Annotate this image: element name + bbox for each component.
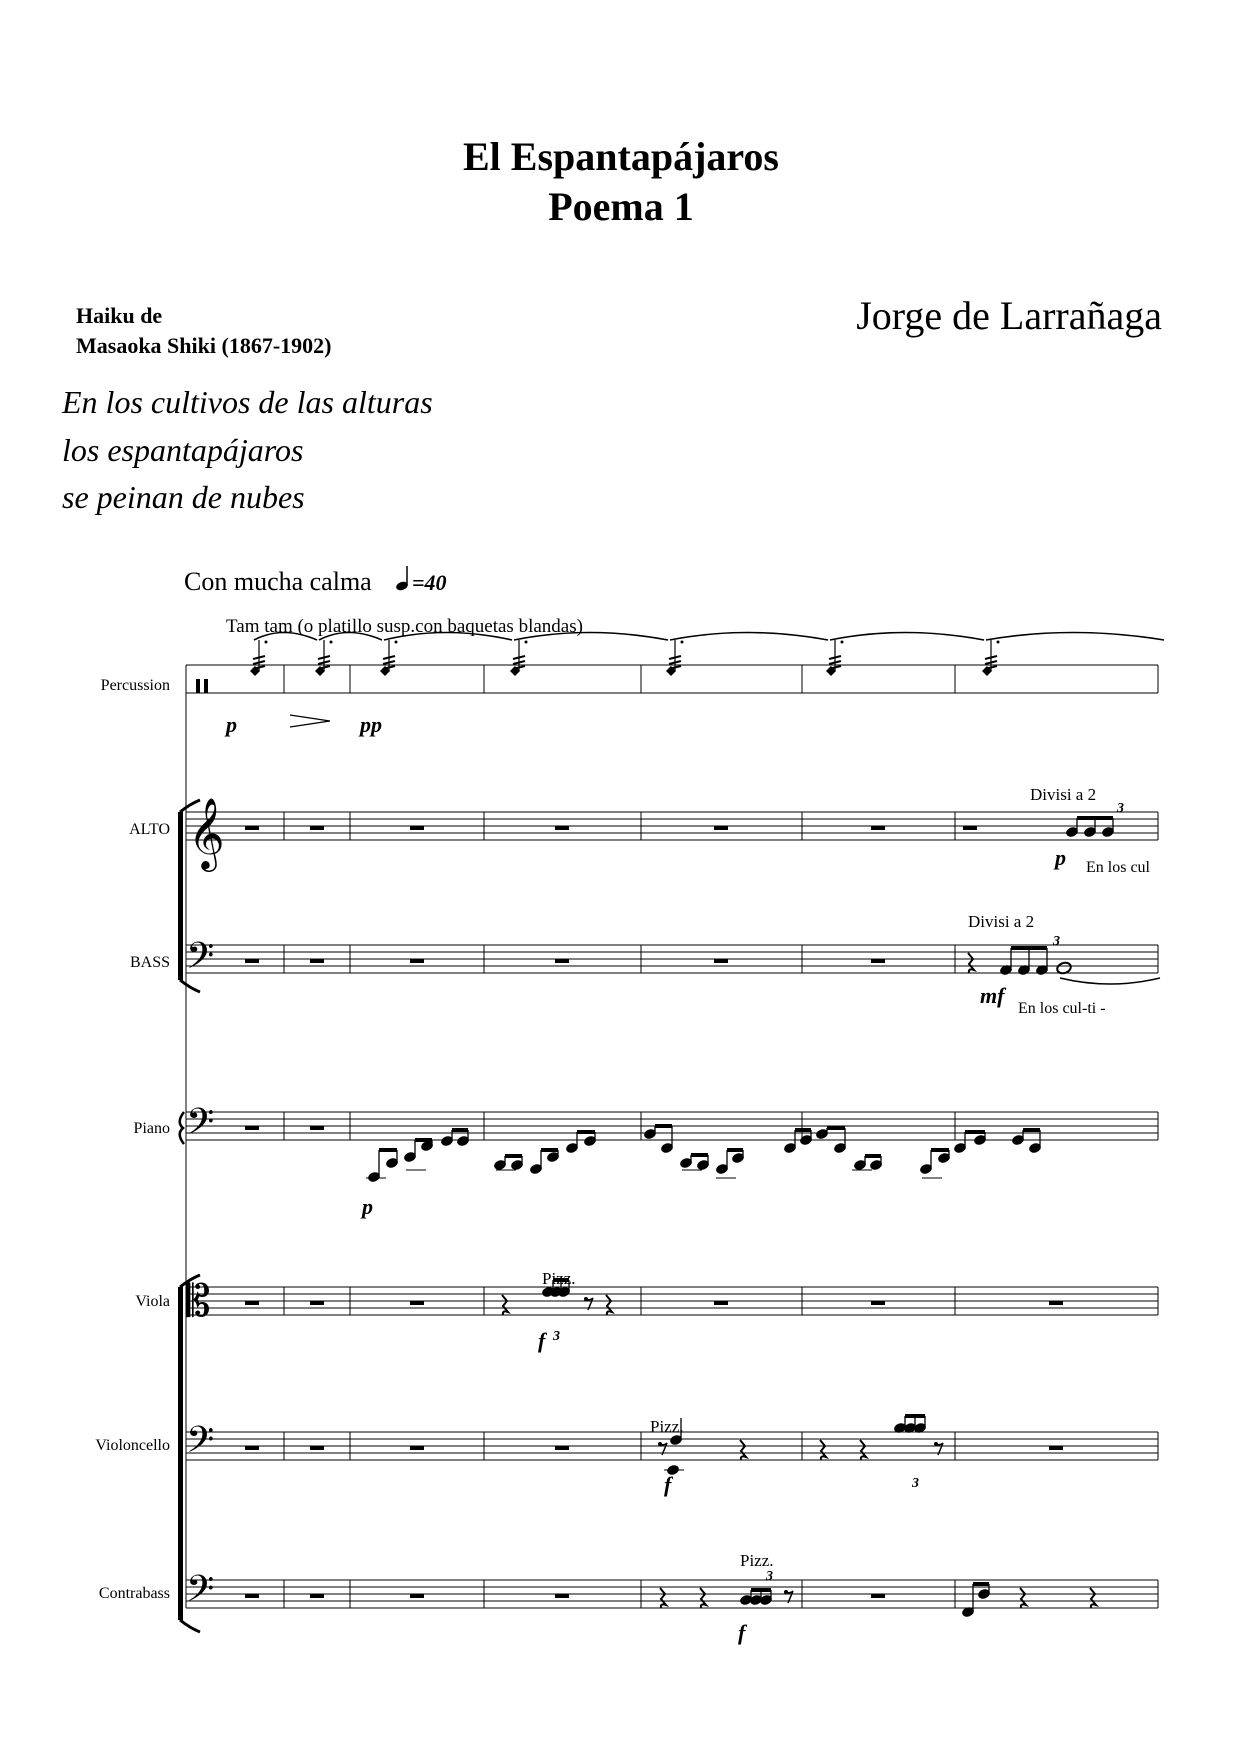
instrument-name-viola: Viola (135, 1293, 170, 1310)
staccato-dot (330, 641, 333, 644)
whole-rest (714, 1301, 728, 1305)
divisi-alto: Divisi a 2 (1030, 785, 1097, 804)
whole-rest (245, 959, 259, 963)
whole-rest (245, 1126, 259, 1130)
instrument-name-contrabass: Contrabass (98, 1585, 170, 1602)
whole-rest (245, 1446, 259, 1450)
poem-line-3: se peinan de nubes (62, 479, 305, 515)
dynamic-alto-p: p (1055, 845, 1066, 870)
tie (1060, 978, 1160, 984)
whole-rest (245, 826, 259, 830)
whole-rest (1049, 1446, 1063, 1450)
quarter-rest (968, 953, 974, 973)
lyricist-credit-line1: Haiku de (76, 303, 163, 328)
whole-rest (310, 1446, 324, 1450)
musical-notation (245, 633, 1164, 1619)
staccato-dot (265, 641, 268, 644)
instrument-name-violoncello: Violoncello (95, 1437, 170, 1454)
whole-rest (310, 1301, 324, 1305)
dynamic-perc-p: p (226, 712, 237, 737)
tuplet-viola: 3 (553, 1329, 560, 1344)
staccato-dot (841, 641, 844, 644)
tie (986, 633, 1164, 641)
bass-clef-icon-contrabass: 𝄢 (186, 1568, 215, 1619)
bass-clef-icon-piano: 𝄢 (186, 1101, 215, 1152)
instrument-name-bass: BASS (129, 954, 170, 971)
poem-line-2: los espantapájaros (62, 432, 304, 468)
quarter-rest (700, 1588, 706, 1608)
dynamic-piano-p: p (362, 1194, 373, 1219)
tempo-marking: Con mucha calma (184, 567, 372, 596)
quarter-rest (860, 1440, 866, 1460)
whole-rest (714, 959, 728, 963)
score-title: El Espantapájaros (462, 134, 779, 179)
tamtam-instruction: Tam tam (o platillo susp.con baquetas blandas) (226, 616, 583, 637)
whole-rest (555, 959, 569, 963)
instrument-name-piano: Piano (133, 1120, 170, 1137)
whole-rest (410, 826, 424, 830)
whole-rest (310, 1126, 324, 1130)
bass-clef-icon-bass: 𝄢 (186, 935, 215, 986)
dynamic-bass-mf: mf (980, 983, 1005, 1008)
quarter-rest (740, 1440, 746, 1460)
whole-rest (310, 826, 324, 830)
quarter-rest (606, 1295, 612, 1315)
dynamic-viola-f: f (538, 1328, 546, 1353)
quarter-rest (1020, 1588, 1026, 1608)
tie (830, 633, 984, 641)
instrument-name-percussion: Percussion (100, 677, 170, 694)
whole-rest (871, 1594, 885, 1598)
tie (670, 633, 828, 641)
dynamic-cb-f: f (738, 1620, 746, 1645)
whole-rest (1049, 1301, 1063, 1305)
whole-rest (410, 1446, 424, 1450)
staccato-dot (681, 641, 684, 644)
tuplet-bass: 3 (1053, 934, 1060, 949)
tuplet-contrabass: 3 (766, 1569, 773, 1584)
quarter-rest (660, 1588, 666, 1608)
quarter-rest (1090, 1588, 1096, 1608)
dynamic-cello-f: f (664, 1472, 672, 1497)
quarter-note-icon (395, 566, 409, 592)
staccato-dot (395, 641, 398, 644)
pizz-contrabass: Pizz. (740, 1551, 774, 1570)
whole-rest (714, 826, 728, 830)
lyricist-credit-line2: Masaoka Shiki (1867-1902) (76, 333, 332, 358)
poem-line-1: En los cultivos de las alturas (62, 384, 433, 420)
percussion-clef-icon (196, 679, 208, 693)
whole-rest (871, 959, 885, 963)
quarter-rest (502, 1295, 508, 1315)
bass-clef-icon-cello: 𝄢 (186, 1419, 215, 1470)
tempo-bpm: =40 (412, 570, 447, 595)
whole-rest (963, 826, 977, 830)
whole-rest (310, 1594, 324, 1598)
staccato-dot (997, 641, 1000, 644)
whole-rest (555, 826, 569, 830)
whole-rest (245, 1594, 259, 1598)
dynamic-perc-pp: pp (360, 712, 382, 737)
whole-rest (871, 1301, 885, 1305)
whole-rest (871, 826, 885, 830)
whole-rest (555, 1446, 569, 1450)
lyrics-alto: En los cul (1086, 859, 1150, 876)
treble-clef-icon: 𝄞 (188, 796, 225, 869)
tuplet-cello: 3 (912, 1476, 919, 1491)
divisi-bass: Divisi a 2 (968, 912, 1035, 931)
whole-rest (310, 959, 324, 963)
instrument-name-alto: ALTO (129, 821, 170, 838)
whole-rest (410, 959, 424, 963)
lyrics-bass: En los cul-ti - (1018, 1000, 1106, 1017)
whole-rest (410, 1301, 424, 1305)
alto-clef-icon: 𝄡 (186, 1276, 211, 1327)
pizz-viola: Pizz. (542, 1269, 576, 1288)
whole-rest (245, 1301, 259, 1305)
composer-name: Jorge de Larrañaga (856, 293, 1162, 338)
tuplet-alto: 3 (1117, 801, 1124, 816)
staccato-dot (525, 641, 528, 644)
whole-rest (410, 1594, 424, 1598)
decrescendo-hairpin (290, 715, 330, 727)
pizz-cello: Pizz. (650, 1417, 684, 1436)
whole-rest (555, 1594, 569, 1598)
score-subtitle: Poema 1 (548, 184, 694, 229)
quarter-rest (820, 1440, 826, 1460)
piano-brace-icon (180, 1112, 184, 1144)
